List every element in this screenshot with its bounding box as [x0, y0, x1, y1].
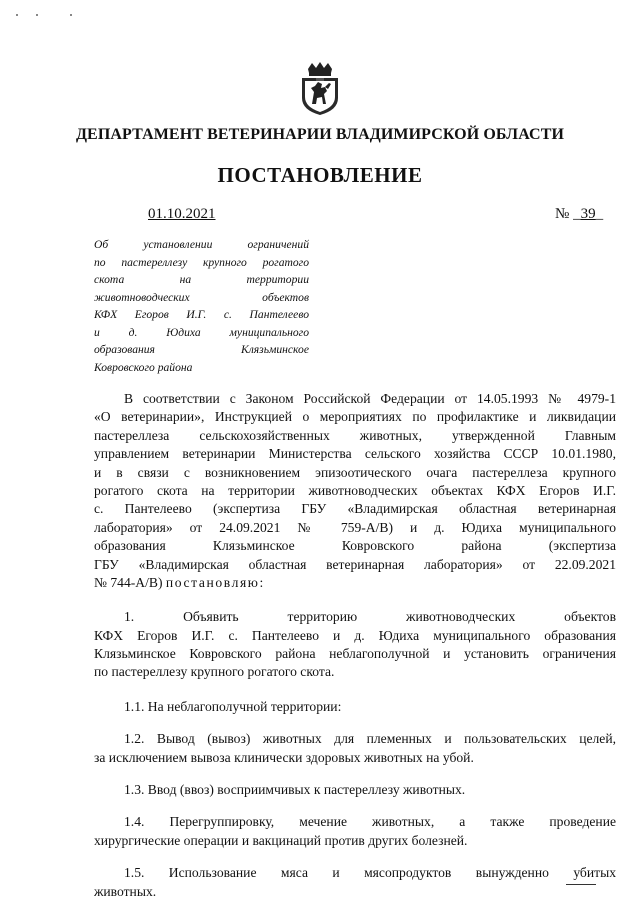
item-1-line: по пастереллезу крупного рогатого скота. [94, 664, 335, 680]
spacer [94, 682, 616, 698]
department-heading: ДЕПАРТАМЕНТ ВЕТЕРИНАРИИ ВЛАДИМИРСКОЙ ОБЛАСТИ [75, 126, 565, 143]
document-body [94, 390, 616, 901]
item-1-4-line: 1.4. Перегруппировку, мечение животных, а также проведение [124, 814, 616, 830]
item-1-1: 1.1. На неблагополучной территории: [124, 698, 342, 714]
spacer [94, 850, 616, 864]
subject-line: Об установлении ограничений [94, 238, 309, 251]
item-1-2-line: за исключением вывоза клинически здоровых животных на убой. [94, 749, 474, 765]
scan-mark [16, 14, 18, 16]
item-1-line: 1. Объявить территорию животноводческих объектов [124, 609, 616, 625]
item-1-2-line: 1.2. Вывод (вывоз) животных для племенных и пользовательских целей, [124, 731, 616, 747]
item-1-4-line: хирургические операции и вакцинаций против других болезней. [94, 832, 468, 848]
item-1-2 [94, 730, 616, 767]
item-1-line: КФХ Егоров И.Г. с. Пантелеево и д. Юдиха муниципального образования [94, 627, 616, 643]
preamble-line: ГБУ «Владимирская областная ветеринарная лаборатория» от 22.09.2021 [94, 556, 616, 572]
number-value: 39 [580, 206, 596, 222]
item-1-5 [94, 864, 616, 901]
subject-line: животноводческих объектов [94, 290, 309, 304]
subject-line: скота на территории [94, 273, 309, 286]
scan-mark [70, 14, 72, 16]
subject-line: и д. Юдиха муниципального [94, 325, 309, 339]
preamble-line: управлением ветеринарии Министерства сельского хозяйства СССР 10.01.1980, [94, 446, 616, 462]
preamble-paragraph [94, 390, 616, 592]
footer-rule [566, 884, 596, 885]
item-1-line: Клязьминское Ковровского района неблагополучной и установить ограничения [94, 646, 616, 662]
number-prefix: № [555, 206, 574, 222]
spacer [94, 716, 616, 730]
subject-line: по пастереллезу крупного рогатого [94, 255, 309, 269]
decree-word: постановляю: [165, 574, 265, 590]
document-date: 01.10.2021 [148, 206, 216, 222]
item-1-5-line: животных. [94, 883, 157, 899]
subject-line: образования Клязьминское [94, 343, 309, 356]
preamble-line: лаборатория» от 24.09.2021 № 759-А/В) и д. Юдиха муниципального [94, 519, 616, 535]
preamble-last-line [94, 574, 616, 592]
item-1 [94, 608, 616, 682]
spacer [94, 592, 616, 608]
vladimir-coat-of-arms-icon [298, 60, 342, 116]
item-1-3: 1.3. Ввод (ввоз) восприимчивых к пастереллезу животных. [124, 782, 466, 798]
subject-line: Ковровского района [94, 360, 193, 374]
preamble-line: и в связи с возникновением эпизоотического очага пастереллеза крупного [94, 464, 616, 480]
document-type-title: ПОСТАНОВЛЕНИЕ [217, 163, 423, 187]
preamble-line: рогатого скота на территории животноводческих объектах КФХ Егоров И.Г. [94, 482, 616, 498]
preamble-line: «О ветеринарии», Инструкцией о мероприятиях по профилактике и ликвидации [94, 409, 616, 425]
scan-mark [36, 14, 38, 16]
preamble-line: пастереллеза сельскохозяйственных животных, утвержденной Главным [94, 427, 616, 443]
item-1-4 [94, 813, 616, 850]
spacer [94, 767, 616, 781]
item-1-5-line: 1.5. Использование мяса и мясопродуктов вынужденно убитых [124, 865, 616, 881]
preamble-line: В соответствии с Законом Российской Федерации от 14.05.1993 № 4979-1 [124, 391, 616, 406]
spacer [94, 799, 616, 813]
document-subject [94, 236, 309, 376]
subject-line: КФХ Егоров И.Г. с. Пантелеево [94, 308, 309, 321]
preamble-line: образования Клязьминское Ковровского района (экспертиза [94, 538, 616, 554]
document-number: № _39_ [555, 206, 604, 222]
preamble-last-text: № 744-А/В) [94, 574, 166, 590]
preamble-line: с. Пантелеево (экспертиза ГБУ «Владимирская областная ветеринарная [94, 501, 616, 517]
